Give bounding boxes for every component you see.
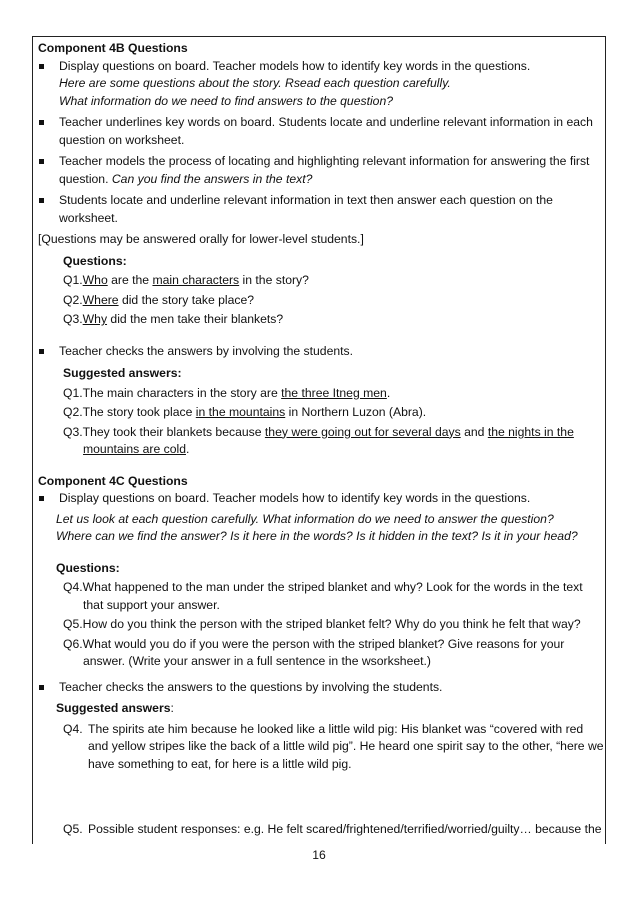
- answers-block: [38, 700, 604, 839]
- question-item: [63, 292, 604, 310]
- keyword: Where: [82, 292, 119, 307]
- question-item: [63, 311, 604, 329]
- keyword: they were going out for several days: [264, 424, 461, 439]
- bullet-item: [38, 58, 604, 111]
- answer-text: They took their blankets because: [82, 424, 265, 439]
- bullet-text: Display questions on board. Teacher models how to identify key words in the questions.: [59, 491, 531, 505]
- question-number: Q1.: [63, 273, 83, 287]
- bullet-icon: [39, 198, 44, 203]
- answer-number: Q2.: [63, 405, 83, 419]
- answer-text: Possible student responses: e.g. He felt scared/frightened/terrified/worried/guilty… because the: [88, 822, 602, 836]
- italic-prompt: Let us look at each question carefully. What information do we need to answer the question?: [56, 511, 554, 526]
- keyword: Why: [82, 312, 108, 326]
- answers-colon: :: [170, 701, 174, 715]
- page-number: 16: [312, 848, 326, 862]
- question-number: Q6.: [63, 636, 83, 651]
- answer-number: Q3.: [63, 424, 83, 439]
- question-text: What happened to the man under the striped blanket and why? Look for the words in the text that support your answer.: [82, 580, 583, 612]
- answer-number: Q4.: [63, 721, 83, 736]
- answer-item: [56, 821, 604, 839]
- answer-item: [63, 385, 604, 403]
- answer-text: The main characters in the story are: [82, 385, 282, 400]
- question-item: [56, 579, 604, 614]
- bullet-icon: [39, 159, 44, 164]
- bullet-icon: [39, 349, 44, 354]
- component-4c-heading: Component 4C Questions: [38, 473, 188, 488]
- answer-text: and: [460, 424, 488, 439]
- questions-block: [38, 560, 604, 671]
- answer-text: The spirits ate him because he looked like a little wild pig: His blanket was “covered with red and yellow stripes like the back of a little wild pig”. He heard one spirit say to the other, “here we have something to eat, for here is a little wild pig.: [88, 721, 604, 771]
- question-text: What would you do if you were the person with the striped blanket? Give reasons for your answer. (Write your answer in a full sentence in the wsorksheet.): [82, 636, 565, 668]
- answer-item: [63, 404, 604, 422]
- bullet-item: [38, 490, 604, 508]
- question-text: in the story?: [239, 273, 309, 287]
- questions-block: [38, 253, 604, 329]
- answers-label: Suggested answers:: [63, 366, 182, 380]
- question-text: are the: [107, 273, 153, 287]
- questions-label: Questions:: [56, 560, 120, 575]
- question-text: How do you think the person with the striped blanket felt? Why do you think he felt that way?: [82, 617, 581, 631]
- bullet-item: [38, 343, 604, 361]
- keyword: the three Itneg men: [281, 385, 387, 400]
- question-number: Q2.: [63, 292, 83, 307]
- italic-prompt: What information do we need to find answers to the question?: [59, 93, 394, 108]
- italic-prompts: [38, 511, 604, 546]
- bullet-text: Display questions on board. Teacher models how to identify key words in the questions.: [59, 58, 531, 73]
- question-number: Q5.: [63, 617, 83, 631]
- document-content: [38, 40, 604, 839]
- answers-block: [38, 365, 604, 459]
- bullet-item: [38, 114, 604, 149]
- bullet-icon: [39, 496, 44, 501]
- question-number: Q3.: [63, 312, 83, 326]
- answer-number: Q1.: [63, 385, 83, 400]
- bullet-item: [38, 192, 604, 227]
- answer-item: [63, 424, 604, 459]
- answers-label: Suggested answers: [56, 701, 171, 715]
- bullet-icon: [39, 685, 44, 690]
- bullet-item: [38, 679, 604, 697]
- bullet-text-part: Teacher models the process of locating and highlighting relevant information for answering the first question.: [59, 154, 590, 186]
- question-text: did the story take place?: [118, 292, 255, 307]
- question-text: did the men take their blankets?: [107, 312, 284, 326]
- keyword: in the mountains: [195, 405, 286, 419]
- italic-prompt: Where can we find the answer? Is it here in the words? Is it hidden in the text? Is it in your head?: [56, 529, 578, 543]
- answer-text: The story took place: [82, 405, 196, 419]
- question-item: [63, 272, 604, 290]
- bullet-item: [38, 153, 604, 188]
- question-number: Q4.: [63, 580, 83, 594]
- answer-text: in Northern Luzon (Abra).: [285, 405, 427, 419]
- bullet-icon: [39, 120, 44, 125]
- keyword: Who: [82, 273, 108, 287]
- answer-number: Q5.: [63, 822, 83, 836]
- bullet-text: [59, 153, 604, 188]
- answer-text: .: [386, 385, 391, 400]
- note-text: [Questions may be answered orally for lower-level students.]: [38, 232, 364, 246]
- answers-label-row: [56, 700, 604, 718]
- question-item: [56, 636, 604, 671]
- italic-prompt: Here are some questions about the story. Rsead each question carefully.: [59, 76, 451, 90]
- question-item: [56, 616, 604, 634]
- keyword: the nights in the mountains are cold: [83, 424, 574, 456]
- bullet-text: Students locate and underline relevant information in text then answer each question on the worksheet.: [59, 193, 553, 225]
- italic-prompt: Can you find the answers in the text?: [111, 171, 313, 186]
- bullet-text: Teacher checks the answers by involving the students.: [59, 343, 354, 358]
- answer-item: [56, 721, 604, 774]
- bullet-text: Teacher checks the answers to the questions by involving the students.: [59, 679, 443, 694]
- bullet-text: Teacher underlines key words on board. Students locate and underline relevant information in each question on worksheet.: [59, 115, 593, 147]
- bullet-icon: [39, 64, 44, 69]
- keyword: main characters: [152, 273, 240, 287]
- component-4b-heading: Component 4B Questions: [38, 41, 188, 55]
- questions-label: Questions:: [63, 253, 127, 268]
- answer-text: .: [185, 442, 190, 456]
